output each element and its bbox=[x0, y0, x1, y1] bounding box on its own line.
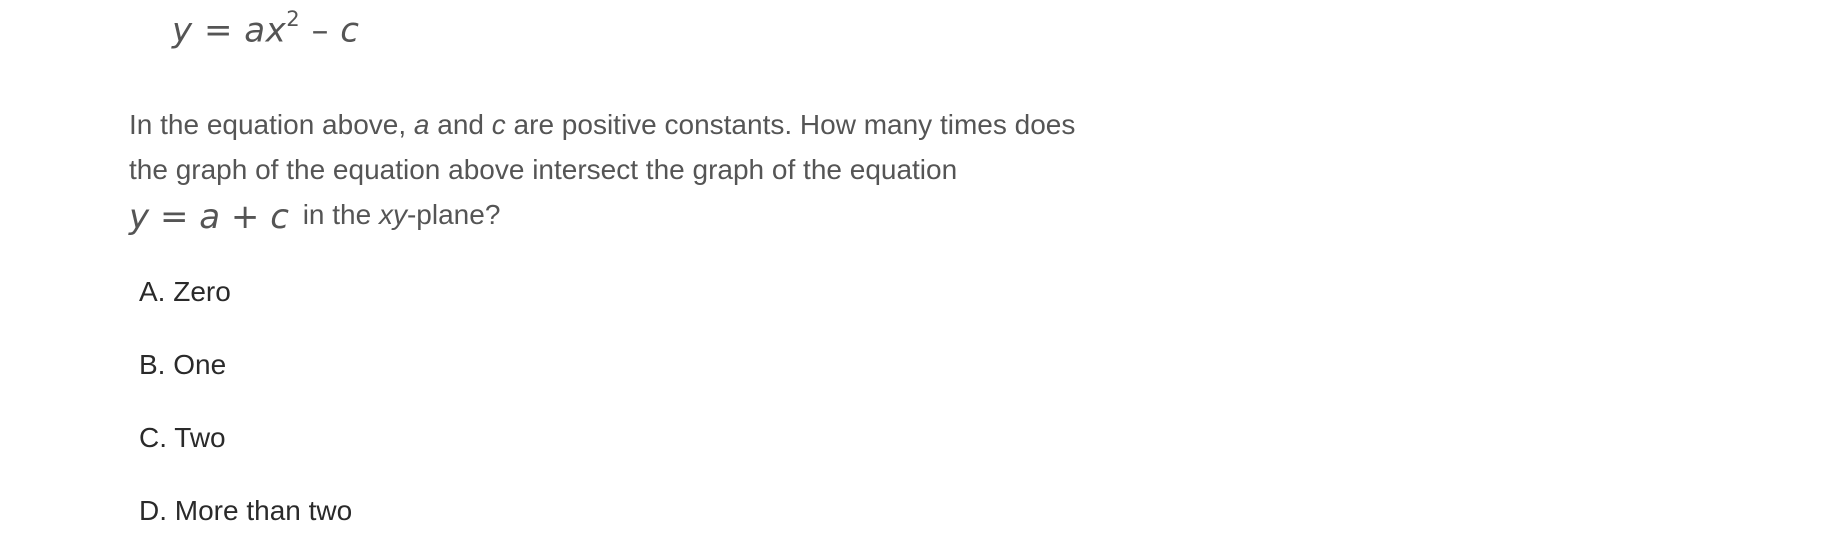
equation-c: c bbox=[340, 10, 360, 51]
choice-letter: C. bbox=[139, 422, 167, 453]
choice-c[interactable] bbox=[139, 420, 226, 456]
choice-letter: D. bbox=[139, 495, 167, 526]
choice-text: More than two bbox=[174, 495, 353, 526]
choice-text: Two bbox=[174, 422, 226, 453]
inline-equation-c: c bbox=[270, 197, 289, 237]
equation-minus: – bbox=[311, 10, 329, 51]
choice-text: Zero bbox=[173, 276, 231, 307]
choice-b[interactable] bbox=[139, 347, 226, 383]
inline-equation-y: y bbox=[129, 197, 150, 237]
variable-a: a bbox=[413, 109, 430, 140]
question-text-segment: -plane? bbox=[406, 199, 501, 230]
inline-equation-image bbox=[129, 197, 289, 237]
equation-y: y bbox=[172, 10, 193, 51]
inline-equation-a: a bbox=[199, 197, 221, 237]
equation-image bbox=[172, 0, 359, 52]
question-line-2: the graph of the equation above intersect the graph of the equation bbox=[129, 154, 958, 185]
question-text-segment: are positive constants. How many times does bbox=[505, 109, 1076, 140]
variable-xy: xy bbox=[378, 199, 407, 230]
inline-equation-equals: = bbox=[159, 197, 189, 237]
choice-letter: B. bbox=[139, 349, 166, 380]
equation-x: x bbox=[265, 10, 287, 51]
equation-equals: = bbox=[203, 10, 233, 51]
question-line-1 bbox=[129, 102, 1229, 147]
question-text-segment: and bbox=[429, 109, 492, 140]
choice-a[interactable] bbox=[139, 274, 231, 310]
equation-exponent: 2 bbox=[286, 5, 301, 31]
question-text-segment: in the bbox=[294, 199, 379, 230]
inline-equation-plus: + bbox=[230, 197, 260, 237]
question-line-3 bbox=[129, 192, 1229, 237]
choice-d[interactable] bbox=[139, 493, 352, 529]
choice-letter: A. bbox=[139, 276, 166, 307]
variable-c: c bbox=[491, 109, 506, 140]
question-text bbox=[129, 102, 1229, 237]
equation-a: a bbox=[244, 10, 266, 51]
question-text-segment: In the equation above, bbox=[129, 109, 414, 140]
choice-text: One bbox=[173, 349, 227, 380]
